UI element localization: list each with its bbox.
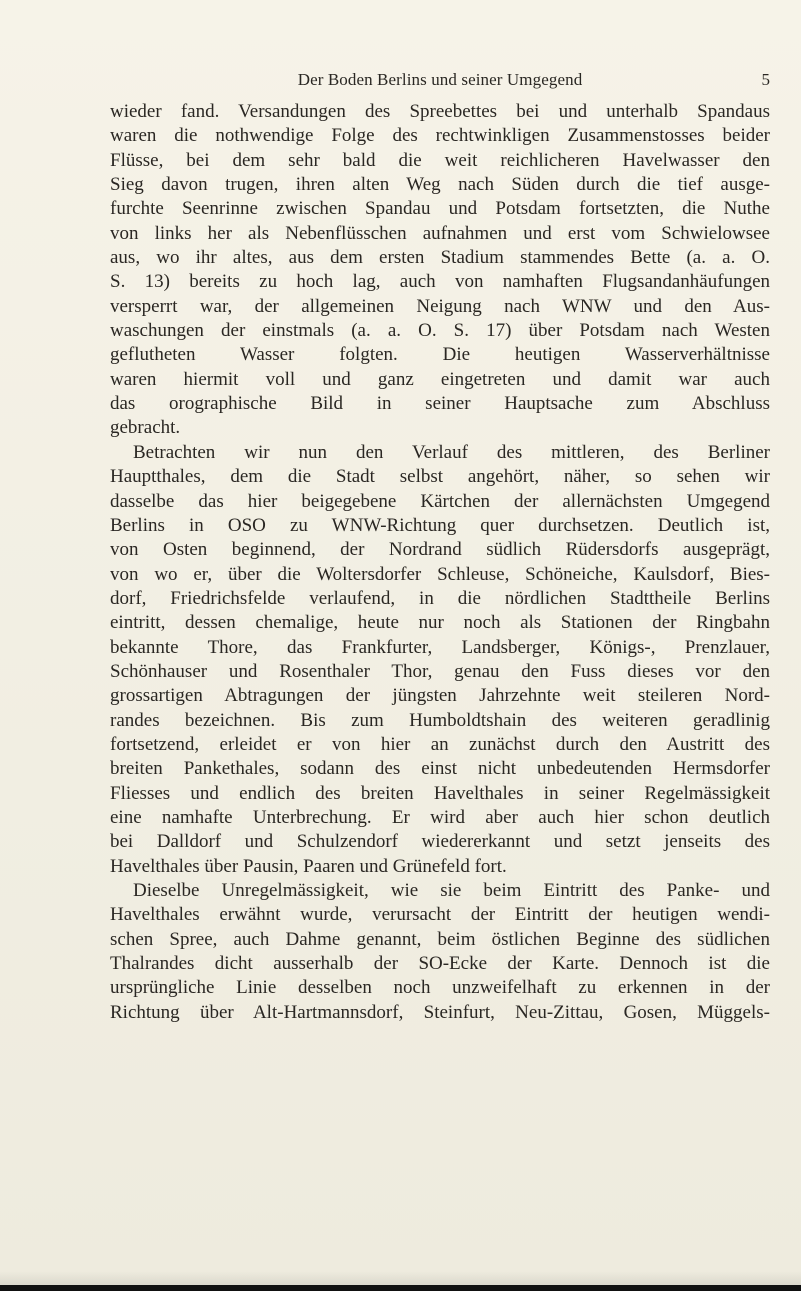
text-line: ursprüngliche Linie desselben noch unzweifelhaft zu erkennen in der xyxy=(110,977,770,999)
text-line: dorf, Friedrichsfelde verlaufend, in die nördlichen Stadttheile Berlins xyxy=(110,587,770,609)
text-line: waren hiermit voll und ganz eingetreten und damit war auch xyxy=(110,368,770,390)
text-line: fortsetzend, erleidet er von hier an zunächst durch den Austritt des xyxy=(110,733,770,755)
text-line: eintritt, dessen chemalige, heute nur noch als Stationen der Ringbahn xyxy=(110,612,770,634)
text-line: waren die nothwendige Folge des rechtwinkligen Zusammenstosses beider xyxy=(110,125,770,147)
text-line: breiten Pankethales, sodann des einst nicht unbedeutenden Hermsdorfer xyxy=(110,758,770,780)
text-line: bekannte Thore, das Frankfurter, Landsberger, Königs-, Prenzlauer, xyxy=(110,636,770,658)
text-line: furchte Seenrinne zwischen Spandau und Potsdam fortsetzten, die Nuthe xyxy=(110,198,770,220)
scan-edge-shadow xyxy=(0,1271,801,1285)
text-line: gebracht. xyxy=(110,417,181,439)
text-line: von links her als Nebenflüsschen aufnahmen und erst vom Schwielowsee xyxy=(110,222,770,244)
text-line: dasselbe das hier beigegebene Kärtchen der allernächsten Umgegend xyxy=(110,490,770,512)
text-line: Berlins in OSO zu WNW-Richtung quer durchsetzen. Deutlich ist, xyxy=(110,514,770,536)
text-line: bei Dalldorf und Schulzendorf wiedererkannt und setzt jenseits des xyxy=(110,831,770,853)
text-line: Hauptthales, dem die Stadt selbst angehört, näher, so sehen wir xyxy=(110,466,770,488)
text-line: schen Spree, auch Dahme genannt, beim östlichen Beginne des südlichen xyxy=(110,928,770,950)
page-number: 5 xyxy=(761,70,770,89)
text-line: Schönhauser und Rosenthaler Thor, genau den Fuss dieses vor den xyxy=(110,660,770,682)
text-line: wieder fand. Versandungen des Spreebettes bei und unterhalb Spandaus xyxy=(110,101,770,122)
text-line: Sieg davon trugen, ihren alten Weg nach Süden durch die tief ausge- xyxy=(110,174,770,196)
text-line: von Osten beginnend, der Nordrand südlich Rüdersdorfs ausgeprägt, xyxy=(110,539,770,561)
text-line: das orographische Bild in seiner Hauptsache zum Abschluss xyxy=(110,393,770,415)
running-head-title: Der Boden Berlins und seiner Umgegend xyxy=(297,70,583,89)
text-line: von wo er, über die Woltersdorfer Schleuse, Schöneiche, Kaulsdorf, Bies- xyxy=(110,563,770,585)
text-line: aus, wo ihr altes, aus dem ersten Stadium stammendes Bette (a. a. O. xyxy=(110,247,770,269)
text-line: eine namhafte Unterbrechung. Er wird aber auch hier schon deutlich xyxy=(110,806,770,828)
body-text xyxy=(110,100,770,1025)
text-line: versperrt war, der allgemeinen Neigung nach WNW und den Aus- xyxy=(110,295,770,317)
text-line: Betrachten wir nun den Verlauf des mittleren, des Berliner xyxy=(133,441,770,463)
running-head xyxy=(110,70,770,94)
text-line: waschungen der einstmals (a. a. O. S. 17) über Potsdam nach Westen xyxy=(110,320,770,342)
text-line: Fliesses und endlich des breiten Havelthales in seiner Regelmässigkeit xyxy=(110,782,770,804)
text-line: grossartigen Abtragungen der jüngsten Jahrzehnte weit steileren Nord- xyxy=(110,685,770,707)
text-line: randes bezeichnen. Bis zum Humboldtshain des weiteren geradlinig xyxy=(110,709,770,731)
text-line: geflutheten Wasser folgten. Die heutigen Wasserverhältnisse xyxy=(110,344,770,366)
text-line: Dieselbe Unregelmässigkeit, wie sie beim Eintritt des Panke- und xyxy=(133,880,770,901)
text-line: Richtung über Alt-Hartmannsdorf, Steinfurt, Neu-Zittau, Gosen, Müggels- xyxy=(110,1001,770,1023)
text-line: Flüsse, bei dem sehr bald die weit reichlicheren Havelwasser den xyxy=(110,149,770,171)
text-line: Havelthales über Pausin, Paaren und Grünefeld fort. xyxy=(110,855,507,877)
scan-bottom-edge xyxy=(0,1285,801,1291)
text-line: Thalrandes dicht ausserhalb der SO-Ecke der Karte. Dennoch ist die xyxy=(110,953,770,975)
text-line: S. 13) bereits zu hoch lag, auch von namhaften Flugsandanhäufungen xyxy=(110,271,770,293)
text-line: Havelthales erwähnt wurde, verursacht der Eintritt der heutigen wendi- xyxy=(110,904,770,926)
